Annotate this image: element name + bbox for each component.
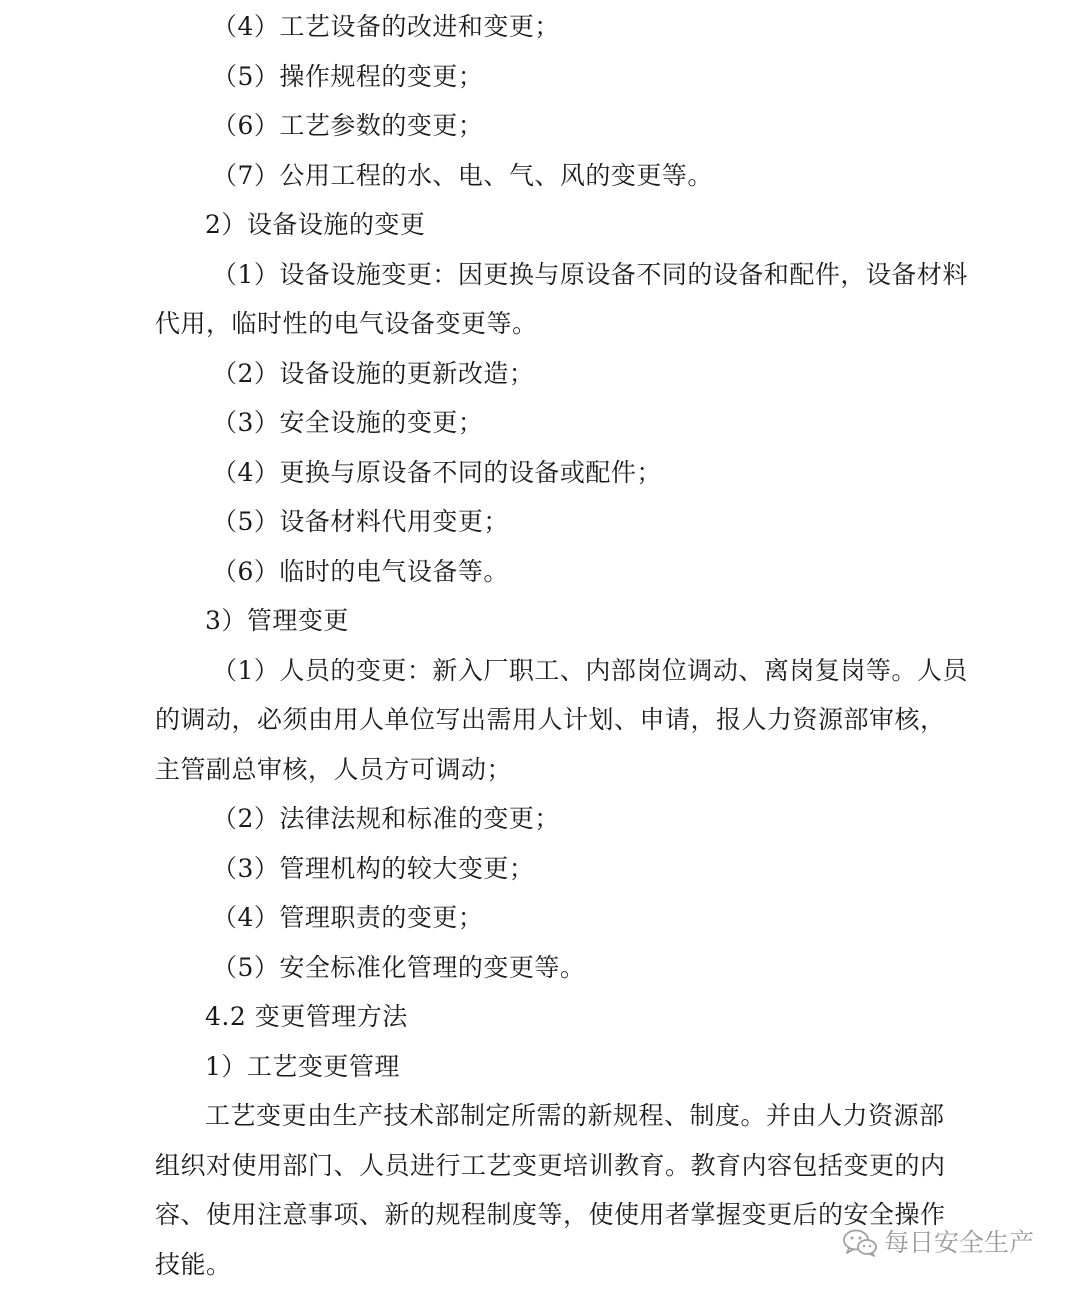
text-line: 工艺变更由生产技术部制定所需的新规程、制度。并由人力资源部: [205, 1101, 945, 1130]
section-heading: 4.2 变更管理方法: [205, 1002, 408, 1031]
watermark-text: 每日安全生产: [884, 1228, 1035, 1257]
wechat-icon: [842, 1228, 878, 1258]
text-line: （5）设备材料代用变更；: [212, 507, 509, 536]
text-line: （1）设备设施变更：因更换与原设备不同的设备和配件，设备材料: [212, 260, 968, 289]
text-line: （3）安全设施的变更；: [212, 408, 484, 437]
text-line: （4）管理职责的变更；: [212, 903, 484, 932]
text-line: （4）工艺设备的改进和变更；: [212, 12, 560, 41]
text-line: 代用，临时性的电气设备变更等。: [155, 309, 538, 338]
text-line: （6）临时的电气设备等。: [212, 557, 509, 586]
text-line: （7）公用工程的水、电、气、风的变更等。: [212, 161, 713, 190]
text-line: 组织对使用部门、人员进行工艺变更培训教育。教育内容包括变更的内: [155, 1151, 946, 1180]
section-heading: 2）设备设施的变更: [205, 210, 426, 239]
text-line: 的调动，必须由用人单位写出需用人计划、申请，报人力资源部审核，: [155, 705, 946, 734]
text-line: （5）安全标准化管理的变更等。: [212, 953, 586, 982]
text-line: （4）更换与原设备不同的设备或配件；: [212, 458, 662, 487]
section-heading: 3）管理变更: [205, 606, 349, 635]
text-line: （2）设备设施的更新改造；: [212, 359, 535, 388]
section-heading: 1）工艺变更管理: [205, 1052, 400, 1081]
watermark: [842, 1226, 1034, 1260]
text-line: （1）人员的变更：新入厂职工、内部岗位调动、离岗复岗等。人员: [212, 656, 968, 685]
text-line: （6）工艺参数的变更；: [212, 111, 484, 140]
text-line: （2）法律法规和标准的变更；: [212, 804, 560, 833]
text-line: 技能。: [155, 1250, 232, 1279]
text-line: （3）管理机构的较大变更；: [212, 854, 535, 883]
text-line: 容、使用注意事项、新的规程制度等，使使用者掌握变更后的安全操作: [155, 1200, 946, 1229]
text-line: 主管副总审核，人员方可调动；: [155, 755, 513, 784]
text-line: （5）操作规程的变更；: [212, 62, 484, 91]
